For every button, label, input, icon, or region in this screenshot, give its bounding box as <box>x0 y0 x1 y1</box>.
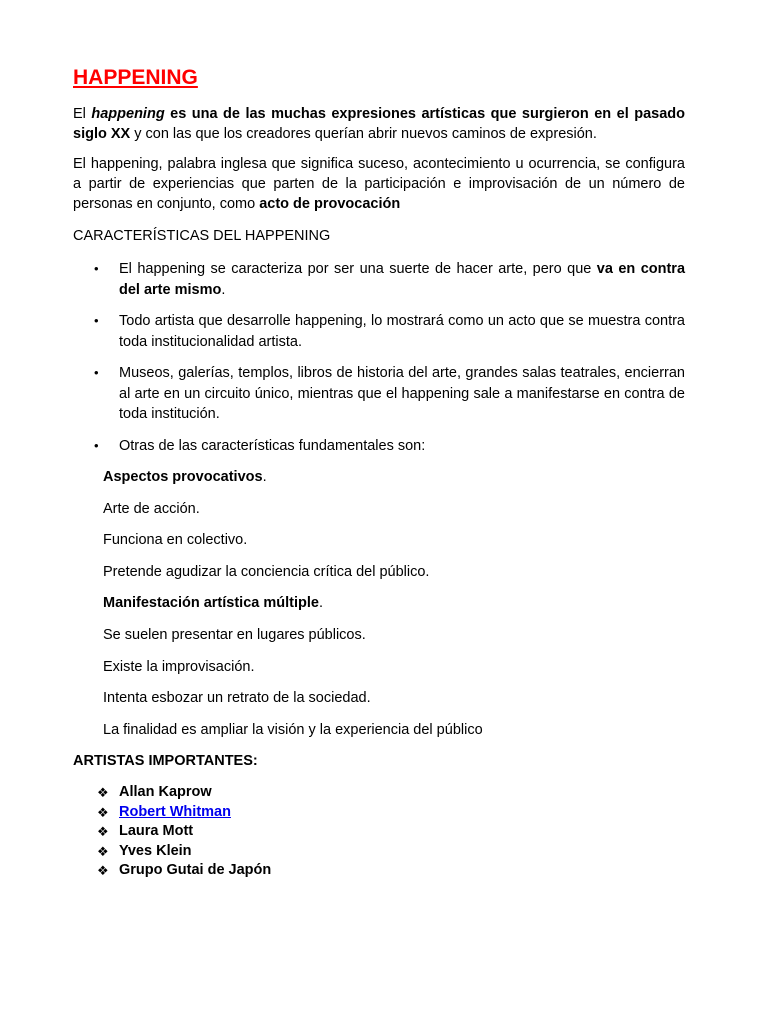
document-title: HAPPENING <box>73 66 198 89</box>
feature-text: Existe la improvisación. <box>103 658 255 675</box>
artist-item <box>97 861 685 881</box>
diamond-bullet-icon: ❖ <box>97 785 109 801</box>
feature-text: La finalidad es ampliar la visión y la experiencia del público <box>103 721 483 738</box>
feature-text: Se suelen presentar en lugares públicos. <box>103 626 366 643</box>
bullet-icon: • <box>94 365 99 380</box>
list-item-tail: . <box>221 281 226 298</box>
list-item <box>94 311 685 352</box>
feature-text: Funciona en colectivo. <box>103 532 248 549</box>
feature-item <box>103 499 685 519</box>
feature-item <box>103 688 685 708</box>
list-item-bold: va en contra del arte mismo <box>119 261 686 298</box>
feature-item <box>103 720 685 740</box>
intro-p1-tail: y con las que los creadores querían abrir nuevos caminos de expresión. <box>130 126 597 142</box>
feature-item <box>103 657 685 677</box>
artists-list <box>73 783 685 881</box>
diamond-bullet-icon: ❖ <box>97 843 109 859</box>
features-list <box>73 467 685 740</box>
list-item-text: Todo artista que desarrolle happening, lo mostrará como un acto que se muestra contra toda institucionalidad artista. <box>119 313 685 350</box>
artist-link-robert-whitman[interactable]: Robert Whitman <box>119 803 231 820</box>
artist-name: Laura Mott <box>119 823 194 840</box>
artist-name: Yves Klein <box>119 842 192 859</box>
feature-text: Arte de acción. <box>103 500 200 517</box>
bullet-icon: • <box>94 313 99 328</box>
artist-item <box>97 822 685 842</box>
intro-p1-bold: es una de las muchas expresiones artísticas que surgieron en el pasado siglo XX <box>73 106 685 142</box>
list-item-text: Otras de las características fundamentales son: <box>119 437 426 454</box>
list-item <box>94 259 685 300</box>
bullet-icon: • <box>94 437 99 453</box>
feature-text: . <box>318 595 323 612</box>
feature-item <box>103 593 685 613</box>
intro-p2-text: El happening, palabra inglesa que significa suceso, acontecimiento u ocurrencia, se configura a partir de experiencias que parten de la participación e improvisación de un número de personas en conjunto, como <box>73 156 685 212</box>
intro-p1-term: happening <box>91 106 165 122</box>
diamond-bullet-icon: ❖ <box>97 824 109 840</box>
artist-name: Grupo Gutai de Japón <box>119 862 272 879</box>
list-item <box>94 436 685 457</box>
artists-heading: ARTISTAS IMPORTANTES: <box>73 753 258 770</box>
list-item-text: Museos, galerías, templos, libros de historia del arte, grandes salas teatrales, encierran al arte en un circuito único, mientras que el happening sale a manifestarse en contra de toda institución. <box>119 365 685 422</box>
intro-paragraph-2 <box>73 154 685 214</box>
diamond-bullet-icon: ❖ <box>97 863 109 879</box>
feature-item <box>103 530 685 550</box>
diamond-bullet-icon: ❖ <box>97 804 109 820</box>
artist-name: Allan Kaprow <box>119 784 212 801</box>
feature-text: Pretende agudizar la conciencia crítica del público. <box>103 563 430 580</box>
feature-bold: Aspectos provocativos <box>103 469 263 485</box>
characteristics-heading: CARACTERÍSTICAS DEL HAPPENING <box>73 228 331 244</box>
feature-item <box>103 562 685 582</box>
artist-item <box>97 842 685 862</box>
intro-p2-bold: acto de provocación <box>259 196 401 212</box>
characteristics-list <box>73 259 685 456</box>
feature-item <box>103 467 685 487</box>
feature-item <box>103 625 685 645</box>
feature-text: . <box>262 469 267 485</box>
artist-item <box>97 803 685 823</box>
feature-bold: Manifestación artística múltiple <box>103 595 319 612</box>
feature-text: Intenta esbozar un retrato de la sociedad. <box>103 690 371 707</box>
intro-p1-lead: El <box>73 106 92 122</box>
bullet-icon: • <box>94 261 99 276</box>
list-item-text: El happening se caracteriza por ser una suerte de hacer arte, pero que <box>119 261 597 277</box>
intro-paragraph-1 <box>73 104 685 144</box>
list-item <box>94 363 685 425</box>
artist-item <box>97 783 685 803</box>
